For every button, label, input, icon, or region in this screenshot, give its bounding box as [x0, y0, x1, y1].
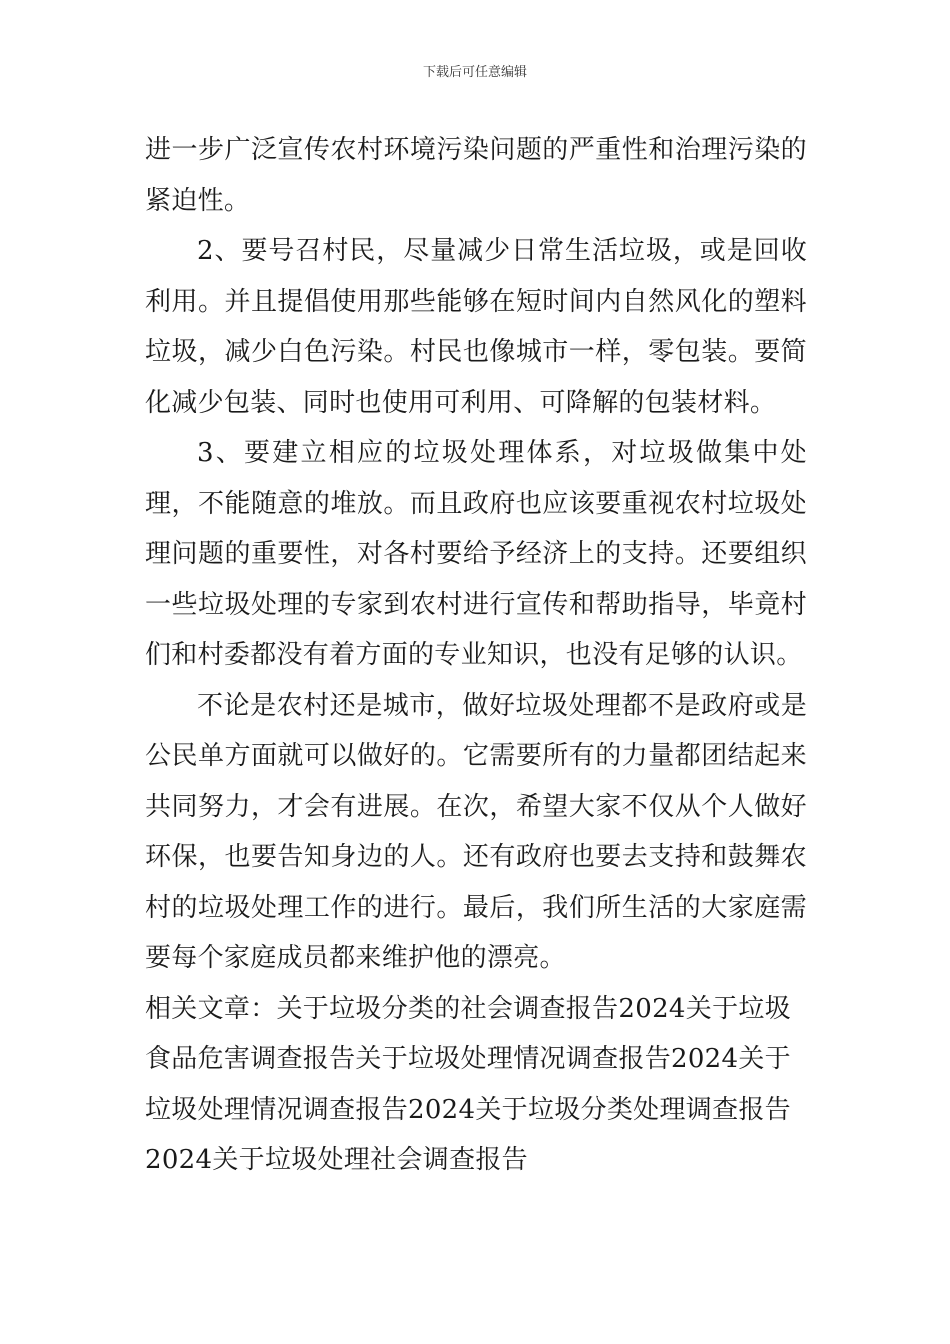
related-articles: 相关文章：关于垃圾分类的社会调查报告2024关于垃圾食品危害调查报告关于垃圾处理情况调查报告2024关于垃圾处理情况调查报告2024关于垃圾分类处理调查报告	[145, 993, 791, 1125]
paragraph-point-2: 2、要号召村民，尽量减少日常生活垃圾，或是回收利用。并且提倡使用那些能够在短时间内自然风化的塑料垃圾，减少白色污染。村民也像城市一样，零包装。要简化减少包装、同时也使用可利用、可降解的包装材料。	[145, 236, 807, 418]
paragraph-point-3: 3、要建立相应的垃圾处理体系，对垃圾做集中处理，不能随意的堆放。而且政府也应该要重视农村垃圾处理问题的重要性，对各村要给予经济上的支持。还要组织一些垃圾处理的专家到农村进行宣传和帮助指导，毕竟村们和村委都没有着方面的专业知识，也没有足够的认识。	[145, 438, 807, 670]
paragraph-continuation: 进一步广泛宣传农村环境污染问题的严重性和治理污染的紧迫性。	[145, 135, 807, 216]
paragraph-conclusion: 不论是农村还是城市，做好垃圾处理都不是政府或是公民单方面就可以做好的。它需要所有的力量都团结起来共同努力，才会有进展。在次，希望大家不仅从个人做好环保，也要告知身边的人。还有政府也要去支持和鼓舞农村的垃圾处理工作的进行。最后，我们所生活的大家庭需要每个家庭成员都来维护他的漂亮。	[145, 690, 807, 973]
related-articles-last-line: 2024关于垃圾处理社会调查报告	[145, 1145, 528, 1175]
page-header: 下载后可任意编辑	[422, 65, 527, 80]
document-body	[145, 125, 807, 1186]
